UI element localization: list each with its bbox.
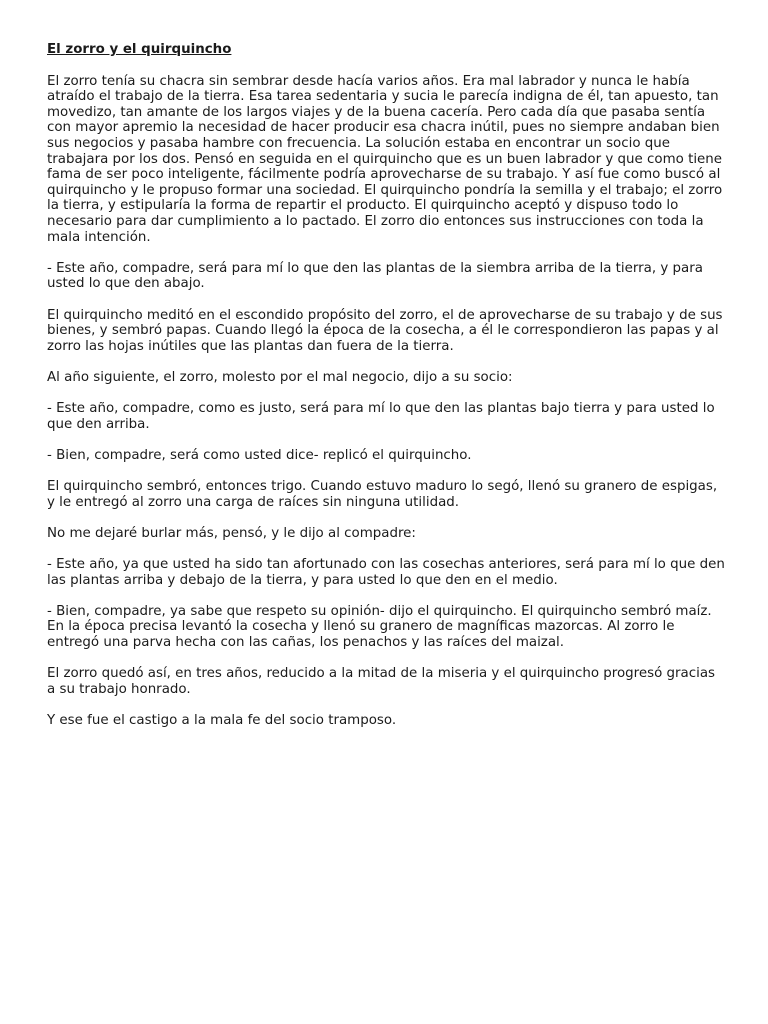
paragraph: - Bien, compadre, ya sabe que respeto su opinión- dijo el quirquincho. El quirquincho sembró maíz. En la época precisa levantó la cosecha y llenó su granero de magníficas mazorcas. Al zorro le entregó una parva hecha con las cañas, los penachos y las raíces del maizal.	[47, 603, 712, 650]
paragraph: El quirquincho sembró, entonces trigo. Cuando estuvo maduro lo segó, llenó su granero de espigas, y le entregó al zorro una carga de raíces sin ninguna utilidad.	[47, 479, 718, 510]
paragraph: No me dejaré burlar más, pensó, y le dijo al compadre:	[47, 525, 416, 541]
paragraph: - Este año, ya que usted ha sido tan afortunado con las cosechas anteriores, será para mí lo que den las plantas arriba y debajo de la tierra, y para usted lo que den en el medio.	[47, 557, 725, 588]
paragraph: Y ese fue el castigo a la mala fe del socio tramposo.	[47, 712, 397, 728]
paragraph: Al año siguiente, el zorro, molesto por el mal negocio, dijo a su socio:	[47, 369, 513, 385]
paragraph: El zorro quedó así, en tres años, reducido a la mitad de la miseria y el quirquincho progresó gracias a su trabajo honrado.	[47, 666, 716, 697]
document-title: El zorro y el quirquincho	[47, 42, 232, 57]
paragraph: El quirquincho meditó en el escondido propósito del zorro, el de aprovecharse de su trabajo y de sus bienes, y sembró papas. Cuando llegó la época de la cosecha, a él le correspondieron las papas y al zorro las hojas inútiles que las plantas dan fuera de la tierra.	[47, 307, 723, 354]
document-page	[47, 42, 727, 744]
paragraph: - Este año, compadre, como es justo, será para mí lo que den las plantas bajo tierra y para usted lo que den arriba.	[47, 401, 715, 432]
paragraph: El zorro tenía su chacra sin sembrar desde hacía varios años. Era mal labrador y nunca le había atraído el trabajo de la tierra. Esa tarea sedentaria y sucia le parecía indigna de él, tan apuesto, tan movedizo, tan amante de los largos viajes y de la buena cacería. Pero cada día que pasaba sentía con mayor apremio la necesidad de hacer producir esa chacra inútil, pues no siempre andaban bien sus negocios y pasaba hambre con frecuencia. La solución estaba en encontrar un socio que trabajara por los dos. Pensó en seguida en el quirquincho que es un buen labrador y que como tiene fama de ser poco inteligente, fácilmente podría aprovecharse de su trabajo. Y así fue como buscó al quirquincho y le propuso formar una sociedad. El quirquincho pondría la semilla y el trabajo; el zorro la tierra, y estipularía la forma de repartir el producto. El quirquincho aceptó y dispuso todo lo necesario para dar cumplimiento a lo pactado. El zorro dio entonces sus instrucciones con toda la mala intención.	[47, 73, 723, 245]
paragraph: - Este año, compadre, será para mí lo que den las plantas de la siembra arriba de la tierra, y para usted lo que den abajo.	[47, 260, 703, 292]
paragraph: - Bien, compadre, será como usted dice- replicó el quirquincho.	[47, 447, 472, 463]
